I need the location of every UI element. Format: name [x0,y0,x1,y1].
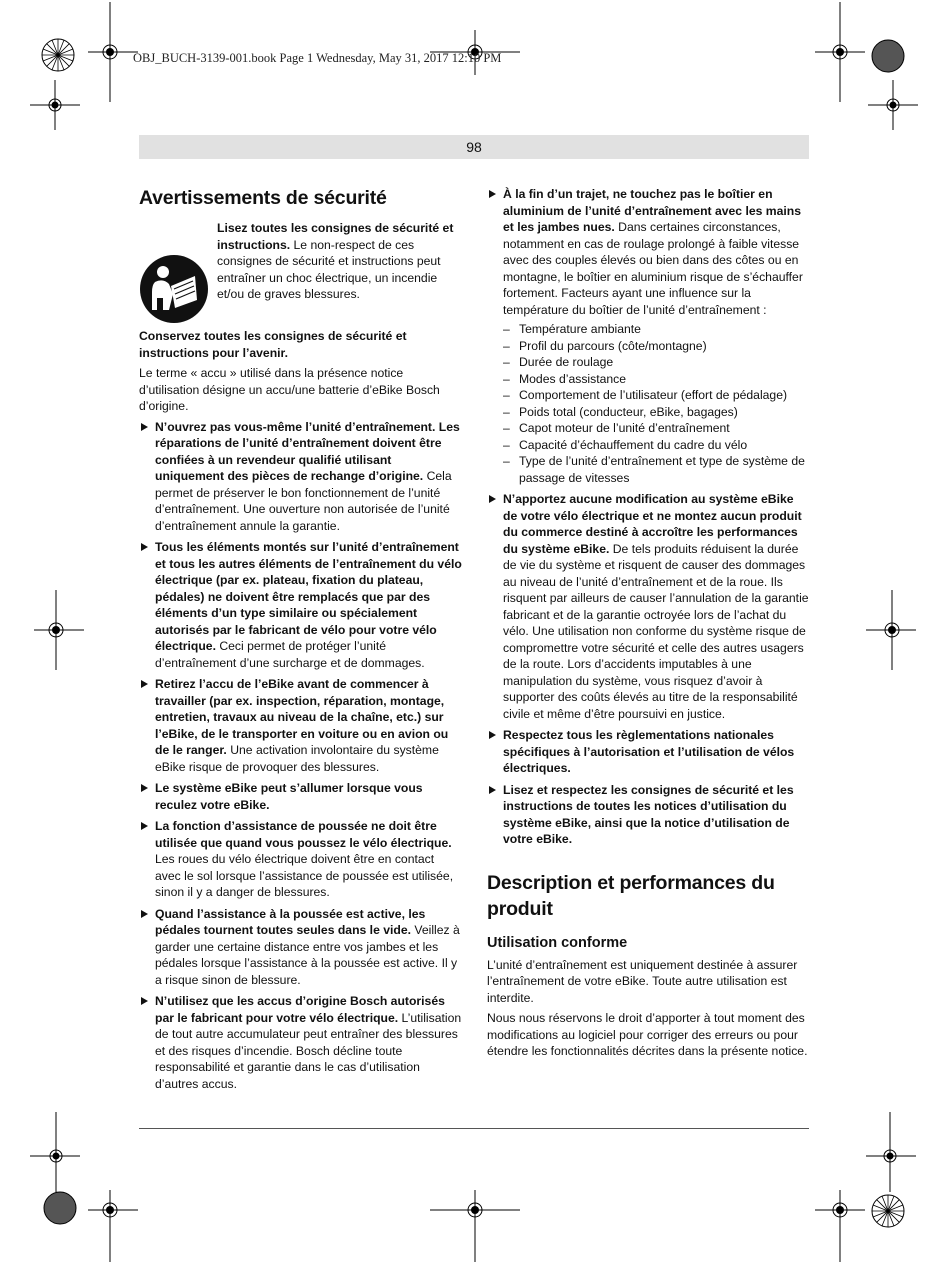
section-heading-safety: Avertissements de sécurité [139,187,387,209]
temperature-factors-list [503,321,810,486]
page-number: 98 [466,139,482,155]
term-definition: Le terme « accu » utilisé dans la présence notice d’utilisation désigne un accu/une batterie d’eBike Bosch d’origine. [139,366,440,413]
warning-bold: Retirez l’accu de l’eBike avant de commencer à travailler (par ex. inspection, réparation, montage, entretien, travaux au niveau de la chaîne, etc.) sur l’eBike, de le transporter en voiture ou en avion ou de le ranger. [155,677,449,757]
software-changes-paragraph: Nous nous réservons le droit d’apporter à tout moment des modifications au logiciel pour corriger des erreurs ou pour étendre les fonctionnalités décrites dans la présente notice. [487,1011,808,1058]
crosshair-mark-bottom-left [88,1190,138,1262]
factor-item: – Comportement de l’utilisateur (effort de pédalage) [503,387,810,404]
list-item [139,993,462,1092]
list-item [487,186,810,486]
read-manual-icon [139,254,209,324]
registration-mark-bottom-right [852,1186,932,1236]
list-item [139,419,462,535]
left-column [139,186,462,1097]
crosshair-mark-top-right [815,2,865,102]
list-item [139,676,462,775]
factor-item: – Profil du parcours (côte/montagne) [503,338,810,355]
warning-bold: La fonction d’assistance de poussée ne doit être utilisée que quand vous poussez le vélo électrique. [155,819,452,850]
page-number-bar [139,135,809,159]
gray-dot-mark-bottom-left [42,1190,78,1226]
footer-rule [139,1128,809,1129]
safety-intro-text: Le non-respect de ces consignes de sécurité et instructions peut entraîner un choc électrique, un incendie et/ou de graves blessures. [217,237,441,301]
list-item [139,818,462,901]
list-item [139,906,462,989]
list-item [139,780,462,813]
warning-bold: Lisez et respectez les consignes de sécurité et les instructions de toutes les notices d’utilisation du système eBike, ainsi que la notice d’utilisation de votre eBike. [503,782,794,846]
safety-intro [217,220,462,303]
warning-bold: Respectez tous les règlementations nationales spécifiques à l’autorisation et l’utilisation de vélos électriques. [503,728,795,775]
keep-instructions-note: Conservez toutes les consignes de sécurité et instructions pour l’avenir. [139,329,407,360]
crosshair-mark-left-middle [34,590,84,670]
factor-item: – Type de l’unité d’entraînement et type de système de passage de vitesses [503,453,810,486]
gray-dot-mark-top-right [870,38,906,74]
factor-item: – Modes d’assistance [503,371,810,388]
crosshair-mark-top-left [88,2,138,102]
read-manual-block [139,220,462,324]
warning-text: Une activation involontaire du système eBike risque de provoquer des blessures. [155,743,439,774]
warning-text: De tels produits réduisent la durée de vie du système et risquent de causer des dommages au niveau de l’unité d’entraînement et de la roue. Ils risquent par ailleurs de causer l’annulation de la garantie fabricant et de la garantie octroyée lors de l’achat du vélo. Une utilisation non conforme du système risque de compromettre votre sécurité et celle des autres usagers de la route. Lors d’accidents imputables à une manipulation du système, vous risquez d’avoir à supporter des coûts élevés au titre de la responsabilité civile et même d’être poursuivi en justice. [503,541,809,721]
right-column [487,186,810,1064]
warning-text: Veillez à garder une certaine distance entre vos jambes et les pédales lorsque l’assistance à la poussée est active. Il y a risque sinon de blessure. [155,923,460,987]
crosshair-mark-right-lower [866,1112,916,1192]
right-warning-list-top [487,186,810,848]
crosshair-mark-left-lower [30,1112,80,1192]
factor-item: – Poids total (conducteur, eBike, bagages) [503,404,810,421]
intended-use-paragraph: L’unité d’entraînement est uniquement destinée à assurer l’entraînement de votre eBike. Toute autre utilisation est interdite. [487,957,798,1005]
crosshair-mark-left-upper [30,80,80,130]
safety-intro-bold: Lisez toutes les consignes de sécurité et instructions. [217,221,454,252]
factor-item: – Durée de roulage [503,354,810,371]
warning-text: L’utilisation de tout autre accumulateur peut entraîner des blessures et des risques d’incendie. Bosch décline toute responsabilité et garantie dans le cas d’utilisation d’autres accus. [155,1010,462,1091]
list-item [139,539,462,671]
warning-text: Dans certaines circonstances, notamment en cas de roulage prolongé à faible vitesse avec des couples élevés ou bien dans des côtes ou en montagne, le boîtier en aluminium risque de s’échauffer fortement. Facteurs ayant une influence sur la température du boîtier de l’unité d’entraînement : [503,220,803,317]
warning-bold: N’utilisez que les accus d’origine Bosch autorisés par le fabricant pour votre vélo électrique. [155,994,445,1025]
list-item [487,491,810,722]
warning-text: Ceci permet de protéger l’unité d’entraînement d’une surcharge et de dommages. [155,639,425,670]
crosshair-mark-right-middle [866,590,916,670]
registration-mark-top-left [18,30,98,80]
factor-item: – Température ambiante [503,321,810,338]
crosshair-mark-bottom-center [430,1190,520,1262]
left-warning-list [139,419,462,1093]
list-item [487,727,810,777]
warning-bold: À la fin d’un trajet, ne touchez pas le boîtier en aluminium de l’unité d’entraînement avec les mains et les jambes nues. [503,187,802,234]
factor-item: – Capot moteur de l’unité d’entraînement [503,420,810,437]
list-item [487,782,810,848]
warning-bold: N’apportez aucune modification au système eBike de votre vélo électrique et ne montez aucun produit du commerce destiné à accroître les performances du système eBike. [503,492,802,556]
warning-bold: Quand l’assistance à la poussée est active, les pédales tournent toutes seules dans le vide. [155,906,426,937]
crosshair-mark-right-upper [868,80,918,130]
subheading-intended-use: Utilisation conforme [487,934,628,951]
book-slug-line: OBJ_BUCH-3139-001.book Page 1 Wednesday, May 31, 2017 12:10 PM [133,51,502,65]
warning-text: Cela permet de préserver le bon fonctionnement de l’unité d’entraînement. Une ouverture non autorisée de l’unité d’entraînement annule la garantie. [155,469,452,533]
section-heading-description: Description et performances du produit [487,871,775,920]
factor-item: – Capacité d’échauffement du cadre du vélo [503,437,810,454]
warning-text: Les roues du vélo électrique doivent être en contact avec le sol lorsque l’assistance de poussée est utilisée, sinon il y a danger de blessures. [155,852,454,899]
warning-bold: N’ouvrez pas vous-même l’unité d’entraînement. Les réparations de l’unité d’entraînement doivent être confiées à un revendeur qualifié utilisant uniquement des pièces de rechange d’origine. [155,419,460,483]
warning-bold: Le système eBike peut s’allumer lorsque vous reculez votre eBike. [155,781,423,812]
warning-bold: Tous les éléments montés sur l’unité d’entraînement et tous les autres éléments de l’entraînement du vélo électrique (par ex. plateau, fixation du plateau, pédales) ne doivent être remplacés que par des éléments d’un type similaire ou spécialement autorisés par le fabricant de vélo pour votre vélo électrique. [155,540,462,653]
